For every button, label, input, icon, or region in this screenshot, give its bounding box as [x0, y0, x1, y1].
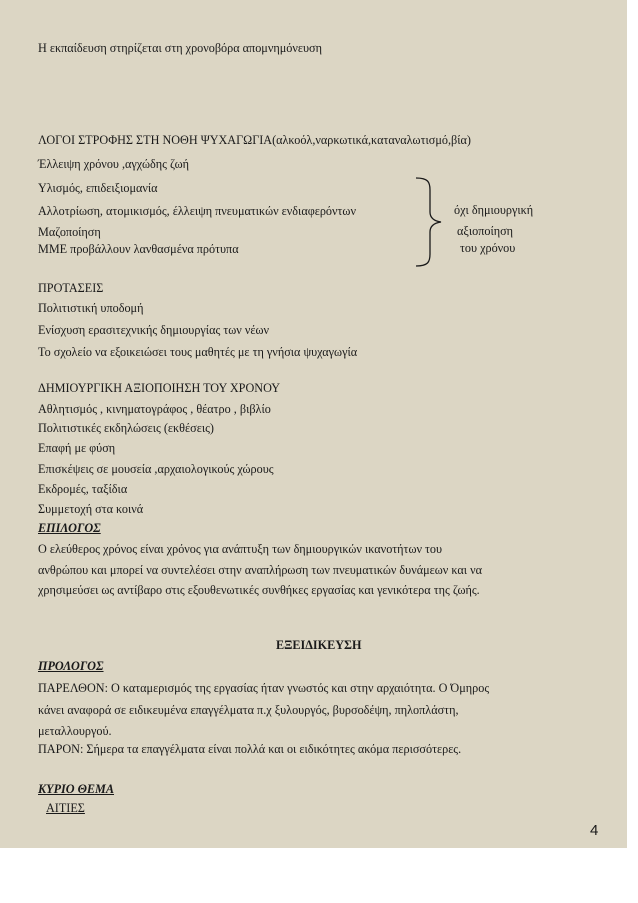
list-item: Ενίσχυση ερασιτεχνικής δημιουργίας των νέων: [38, 323, 269, 337]
paragraph-line: Ο ελεύθερος χρόνος είναι χρόνος για ανάπτυξη των δημιουργικών ικανοτήτων του: [38, 542, 443, 556]
section-heading-main: ΚΥΡΙΟ ΘΕΜΑ: [38, 782, 115, 796]
page-number: 4: [590, 822, 599, 839]
paragraph-line: ΠΑΡΟΝ: Σήμερα τα επαγγέλματα είναι πολλά και οι ειδικότητες ακόμα περισσότερες.: [38, 742, 462, 756]
list-item: Συμμετοχή στα κοινά: [38, 502, 144, 516]
list-item: ΜΜΕ προβάλλουν λανθασμένα πρότυπα: [38, 242, 239, 256]
subheading: ΑΙΤΙΕΣ: [46, 801, 85, 815]
list-item: Μαζοποίηση: [38, 225, 101, 239]
list-item: Πολιτιστική υποδομή: [38, 301, 144, 315]
list-item: Αθλητισμός , κινηματογράφος , θέατρο , βιβλίο: [38, 402, 271, 416]
curly-brace-icon: [414, 176, 444, 268]
list-item: Εκδρομές, ταξίδια: [38, 482, 128, 496]
brace-note: του χρόνου: [460, 241, 516, 255]
section-heading: ΔΗΜΙΟΥΡΓΙΚΗ ΑΞΙΟΠΟΙΗΣΗ ΤΟΥ ΧΡΟΝΟΥ: [38, 381, 281, 395]
intro-line: Η εκπαίδευση στηρίζεται στη χρονοβόρα απομνημόνευση: [38, 41, 322, 55]
list-item: Επισκέψεις σε μουσεία ,αρχαιολογικούς χώρους: [38, 462, 274, 476]
list-item: Έλλειψη χρόνου ,αγχώδης ζωή: [38, 157, 189, 171]
brace-note: όχι δημιουργική: [454, 203, 534, 217]
list-item: Υλισμός, επιδειξιομανία: [38, 181, 158, 195]
brace-note: αξιοποίηση: [457, 224, 514, 238]
section-heading: ΠΡΟΤΑΣΕΙΣ: [38, 281, 104, 295]
list-item: Αλλοτρίωση, ατομικισμός, έλλειψη πνευματικών ενδιαφερόντων: [38, 204, 356, 218]
list-item: Πολιτιστικές εκδηλώσεις (εκθέσεις): [38, 421, 214, 435]
list-item: Επαφή με φύση: [38, 441, 116, 455]
paragraph-line: μεταλλουργού.: [38, 724, 112, 738]
section-heading: ΛΟΓΟΙ ΣΤΡΟΦΗΣ ΣΤΗ ΝΟΘΗ ΨΥΧΑΓΩΓΙΑ(αλκοόλ,ναρκωτικά,καταναλωτισμό,βία): [38, 133, 471, 147]
section-heading-epilogue: ΕΠΙΛΟΓΟΣ: [38, 521, 101, 535]
section-heading-prologue: ΠΡΟΛΟΓΟΣ: [38, 659, 104, 673]
list-item: Το σχολείο να εξοικειώσει τους μαθητές με τη γνήσια ψυχαγωγία: [38, 345, 358, 359]
centered-heading: ΕΞΕΙΔΙΚΕΥΣΗ: [276, 638, 362, 652]
paragraph-line: ανθρώπου και μπορεί να συντελέσει στην αναπλήρωση των πνευματικών δυνάμεων και να: [38, 563, 482, 577]
paragraph-line: κάνει αναφορά σε ειδικευμένα επαγγέλματα π.χ ξυλουργός, βυρσοδέψη, πηλοπλάστη,: [38, 703, 459, 717]
paragraph-line: ΠΑΡΕΛΘΟΝ: Ο καταμερισμός της εργασίας ήταν γνωστός και στην αρχαιότητα. Ο Όμηρος: [38, 681, 490, 695]
paragraph-line: χρησιμεύσει ως αντίβαρο στις εξουθενωτικές συνθήκες εργασίας και γενικότερα της ζωής.: [38, 583, 480, 597]
